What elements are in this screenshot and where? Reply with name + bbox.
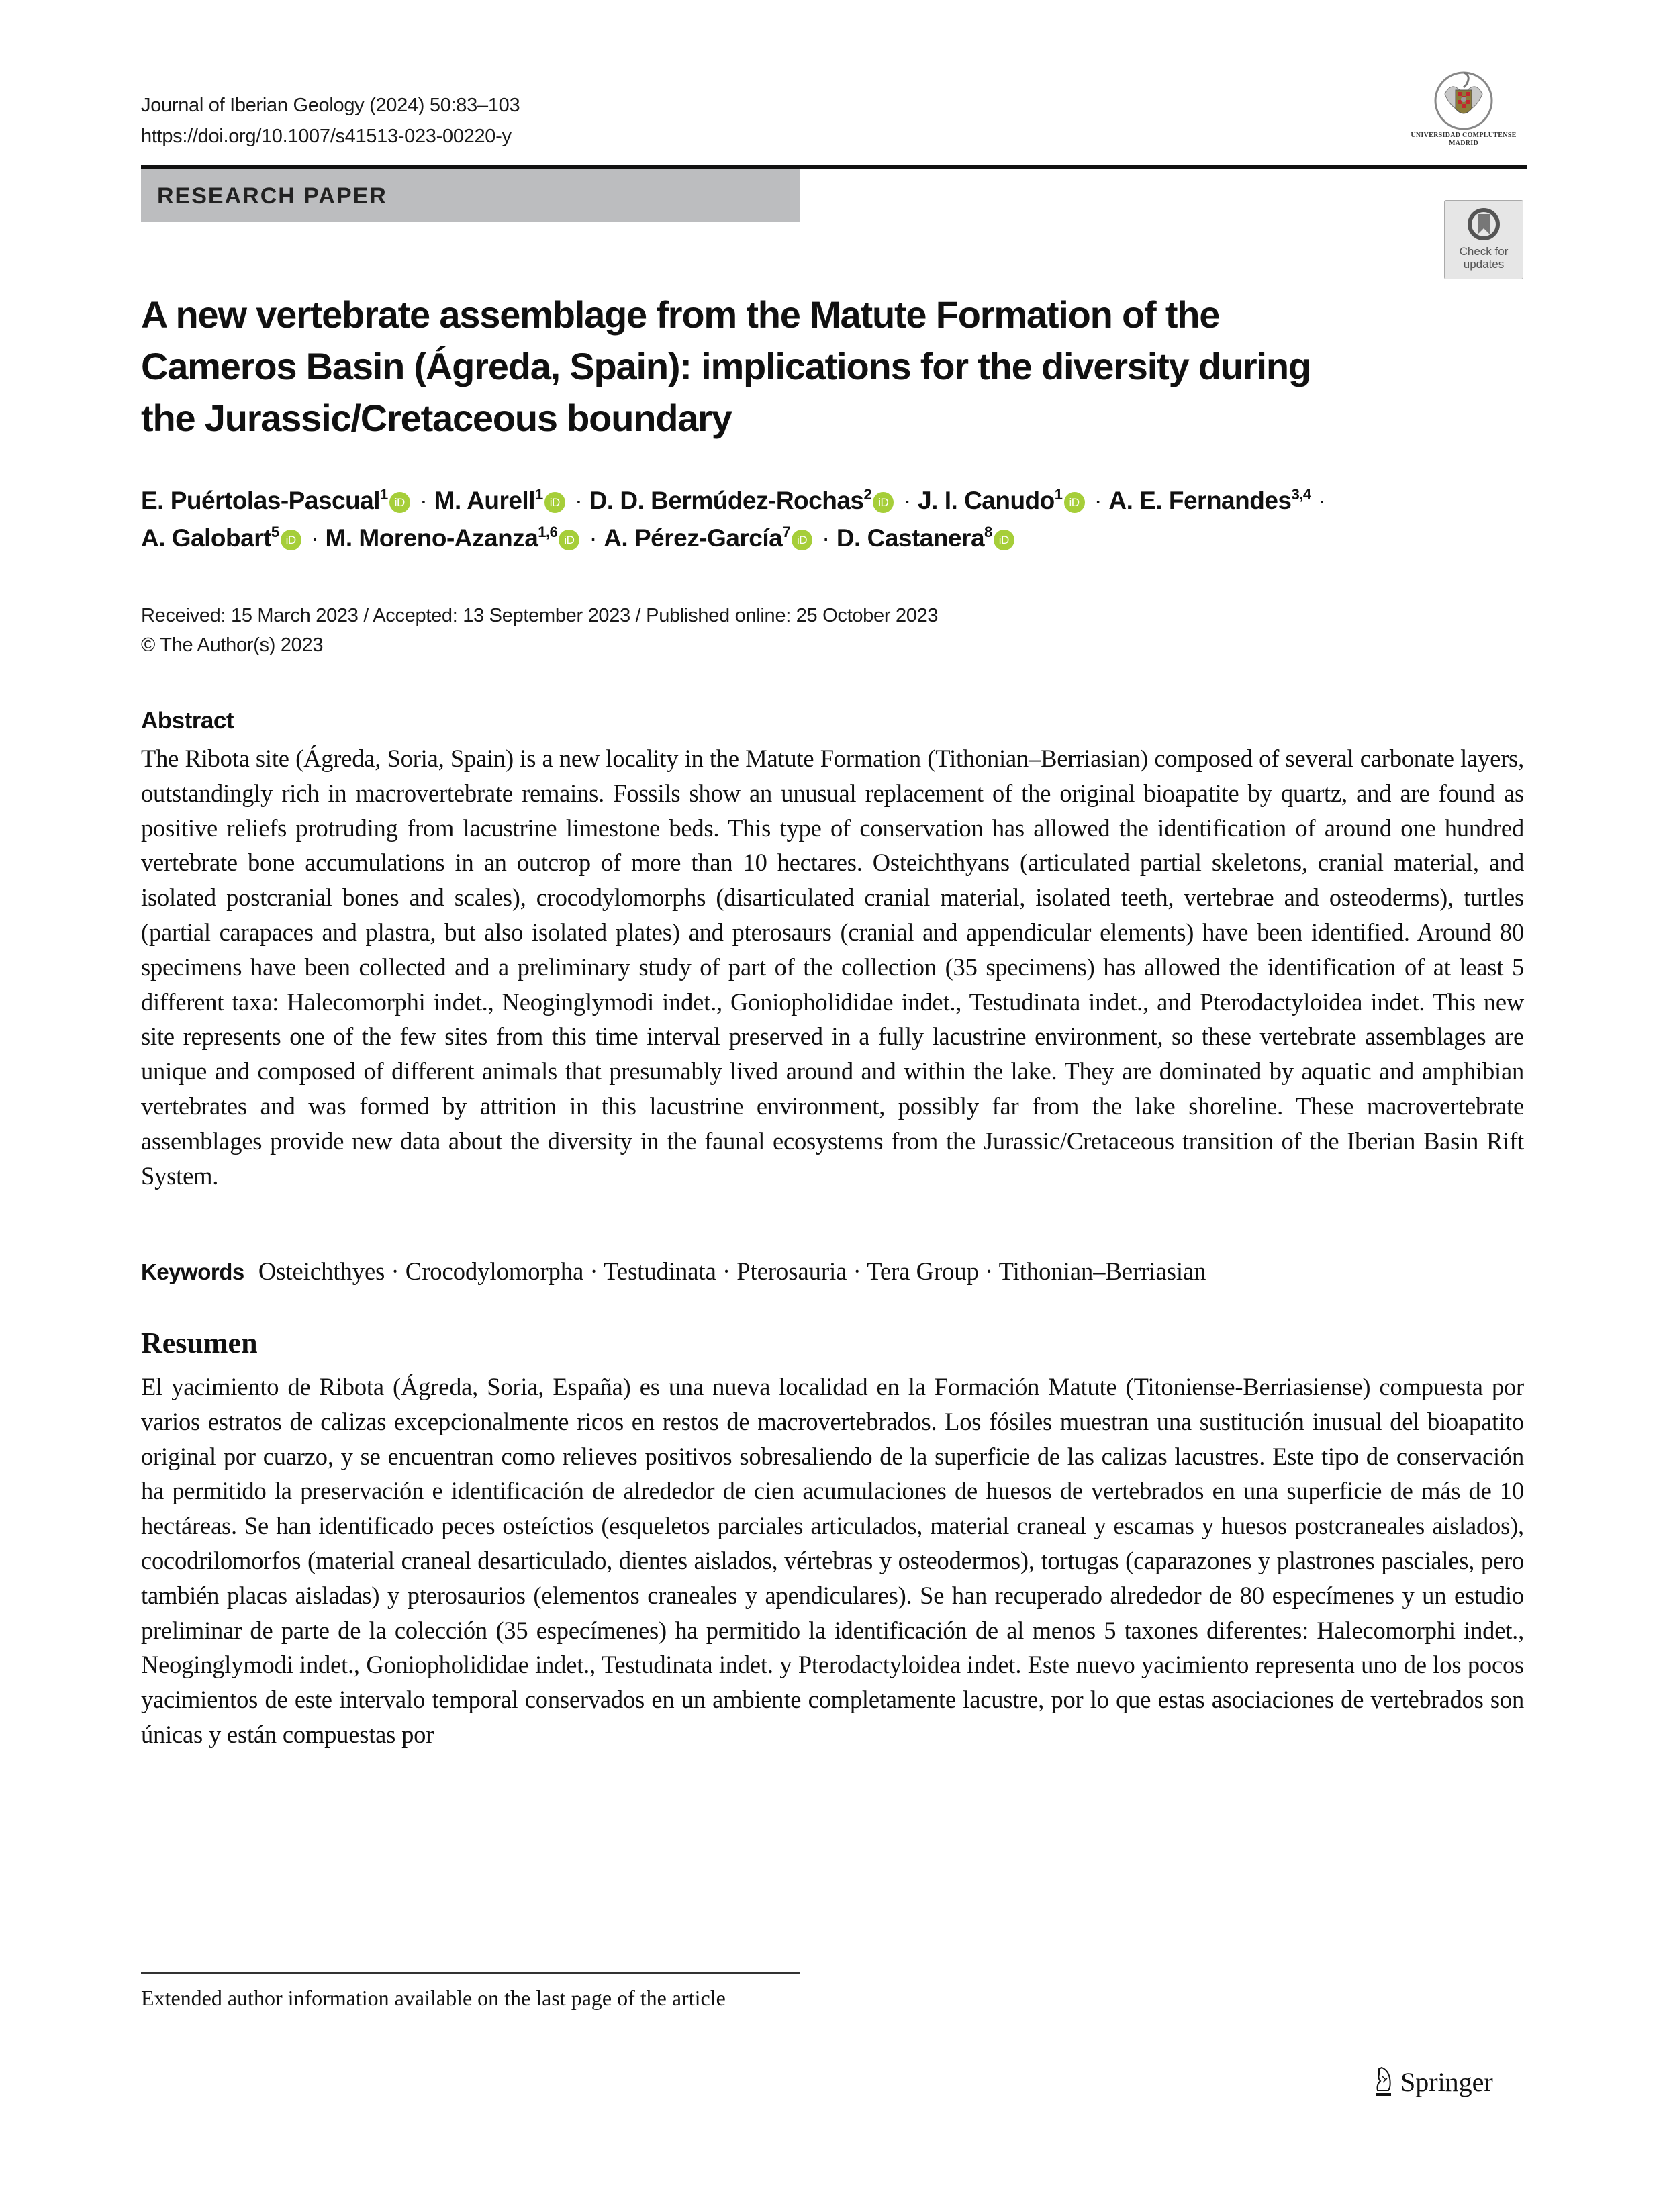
paper-type-banner [141, 169, 800, 222]
affiliation-marker: 1 [380, 486, 388, 503]
publisher-name: Springer [1400, 2066, 1493, 2097]
resumen-text: El yacimiento de Ribota (Ágreda, Soria, España) es una nueva localidad en la Formación Matute (Titoniense-Berriasiense) compuesta por varios estratos de calizas excepcionalmente ricos en restos de macrovertebrados. Los fósiles muestran una sustitución inusual del bioapatito original por cuarzo, y se encuentran como relieves positivos sobresaliendo de la superficie de las calizas lacustres. Este tipo de conservación ha permitido la preservación e identificación de alrededor de cien acumulaciones de huesos de vertebrados en una superficie de más de 10 hectáreas. Se han identificado peces osteíctios (esqueletos parciales articulados, material craneal y escamas y huesos postcraneales aislados), cocodrilomorfos (material craneal desarticulado, dientes aislados, vértebras y osteodermos), tortugas (caparazones y plastrones pasciales, pero también placas aisladas) y pterosaurios (elementos craneales y apendiculares). Se han recuperado alrededor de 80 especímenes y un estudio preliminar de parte de la colección (35 especímenes) ha permitido la identificación de al menos 5 taxones diferentes: Halecomorphi indet., Neoginglymodi indet., Goniopholididae indet., Testudinata indet. y Pterodactyloidea indet. Este nuevo yacimiento representa uno de los pocos yacimientos de este intervalo temporal conservados en un ambiente completamente lacustre, por lo que estas asociaciones de vertebrados son únicas y están compuestas por [141, 1373, 1524, 1748]
author-separator: · [419, 487, 428, 514]
author-name[interactable]: A. Pérez-García [604, 524, 783, 552]
abstract-heading: Abstract [141, 708, 234, 734]
affiliation-marker: 7 [782, 524, 790, 540]
author-line-1 [141, 482, 1524, 520]
author-separator: · [589, 524, 598, 552]
orcid-icon[interactable]: iD [1064, 492, 1085, 513]
springer-horse-icon [1374, 2066, 1394, 2097]
orcid-icon[interactable]: iD [559, 530, 579, 550]
affiliation-marker: 1,6 [538, 524, 558, 540]
orcid-icon[interactable]: iD [544, 492, 565, 513]
orcid-icon[interactable]: iD [873, 492, 894, 513]
affiliation-marker: 1 [1054, 486, 1063, 503]
footnote-rule [141, 1972, 800, 1974]
affiliation-marker: 3,4 [1291, 486, 1311, 503]
copyright: © The Author(s) 2023 [141, 634, 324, 656]
author-name[interactable]: M. Moreno-Azanza [325, 524, 538, 552]
publication-dates [141, 601, 938, 660]
doi-link[interactable]: https://doi.org/10.1007/s41513-023-00220-y [141, 126, 512, 147]
author-separator: · [1317, 487, 1326, 514]
abstract-text: The Ribota site (Ágreda, Soria, Spain) is a new locality in the Matute Formation (Tithonian–Berriasian) composed of several carbonate layers, outstandingly rich in macrovertebrate remains. Fossils show an unusual replacement of the original bioapatite by quartz, and are found as positive reliefs protruding from lacustrine limestone beds. This type of conservation has allowed the identification of around one hundred vertebrate bone accumulations in an outcrop of more than 10 hectares. Osteichthyans (articulated partial skeletons, cranial material, and isolated postcranial bones and scales), crocodylomorphs (disarticulated cranial material, isolated teeth, vertebrae and osteoderms), turtles (partial carapaces and plastra, but also isolated plates) and pterosaurs (cranial and appendicular elements) have been identified. Around 80 specimens have been collected and a preliminary study of part of the collection (35 specimens) has allowed the identification of at least 5 different taxa: Halecomorphi indet., Neoginglymodi indet., Goniopholididae indet., Testudinata indet., and Pterodactyloidea indet. This new site represents one of the few sites from this time interval preserved in a fully lacustrine environment, so these vertebrate assemblages are unique and composed of different animals that presumably lived around and within the lake. They are dominated by aquatic and amphibian vertebrates and was formed by attrition in this lacustrine environment, possibly far from the lake shoreline. These macrovertebrate assemblages provide new data about the diversity in the faunal ecosystems from the Jurassic/Cretaceous transition of the Iberian Basin Rift System. [141, 744, 1524, 1190]
author-name[interactable]: M. Aurell [434, 487, 535, 514]
author-name[interactable]: A. Galobart [141, 524, 271, 552]
paper-type-label: RESEARCH PAPER [157, 183, 387, 209]
author-name[interactable]: D. D. Bermúdez-Rochas [589, 487, 864, 514]
author-separator: · [574, 487, 583, 514]
author-separator: · [310, 524, 319, 552]
university-name: UNIVERSIDAD COMPLUTENSE MADRID [1411, 132, 1517, 147]
keywords-label: Keywords [141, 1259, 244, 1284]
affiliation-marker: 2 [863, 486, 872, 503]
article-title: A new vertebrate assemblage from the Matute Formation of the Cameros Basin (Ágreda, Spain): implications for the diversity during the Jurassic/Cretaceous boundary [141, 293, 1311, 439]
journal-citation: Journal of Iberian Geology (2024) 50:83–103 [141, 95, 520, 116]
author-name[interactable]: E. Puértolas-Pascual [141, 487, 381, 514]
bookmark-ring-icon [1467, 207, 1501, 241]
orcid-icon[interactable]: iD [389, 492, 410, 513]
author-name[interactable]: J. I. Canudo [918, 487, 1055, 514]
affiliation-marker: 8 [984, 524, 992, 540]
footnote: Extended author information available on the last page of the article [141, 1986, 726, 2010]
affiliation-marker: 1 [535, 486, 543, 503]
affiliation-marker: 5 [271, 524, 279, 540]
university-crest-icon [1431, 67, 1496, 132]
keywords-list: Osteichthyes · Crocodylomorpha · Testudinata · Pterosauria · Tera Group · Tithonian–Berriasian [258, 1257, 1206, 1285]
journal-header [141, 90, 520, 152]
publisher-logo [1374, 2065, 1493, 2099]
author-separator: · [1094, 487, 1102, 514]
author-separator: · [903, 487, 912, 514]
university-logo [1396, 67, 1531, 154]
author-name[interactable]: A. E. Fernandes [1108, 487, 1292, 514]
author-list [141, 482, 1524, 557]
orcid-icon[interactable]: iD [994, 530, 1014, 550]
resumen-heading: Resumen [141, 1327, 258, 1359]
check-for-updates-button[interactable]: Check for updates [1444, 200, 1523, 279]
author-name[interactable]: D. Castanera [836, 524, 985, 552]
history-dates: Received: 15 March 2023 / Accepted: 13 September 2023 / Published online: 25 October 2023 [141, 605, 939, 626]
author-line-2 [141, 520, 1524, 557]
author-separator: · [821, 524, 830, 552]
keywords [141, 1254, 1206, 1290]
orcid-icon[interactable]: iD [281, 530, 301, 550]
orcid-icon[interactable]: iD [792, 530, 812, 550]
